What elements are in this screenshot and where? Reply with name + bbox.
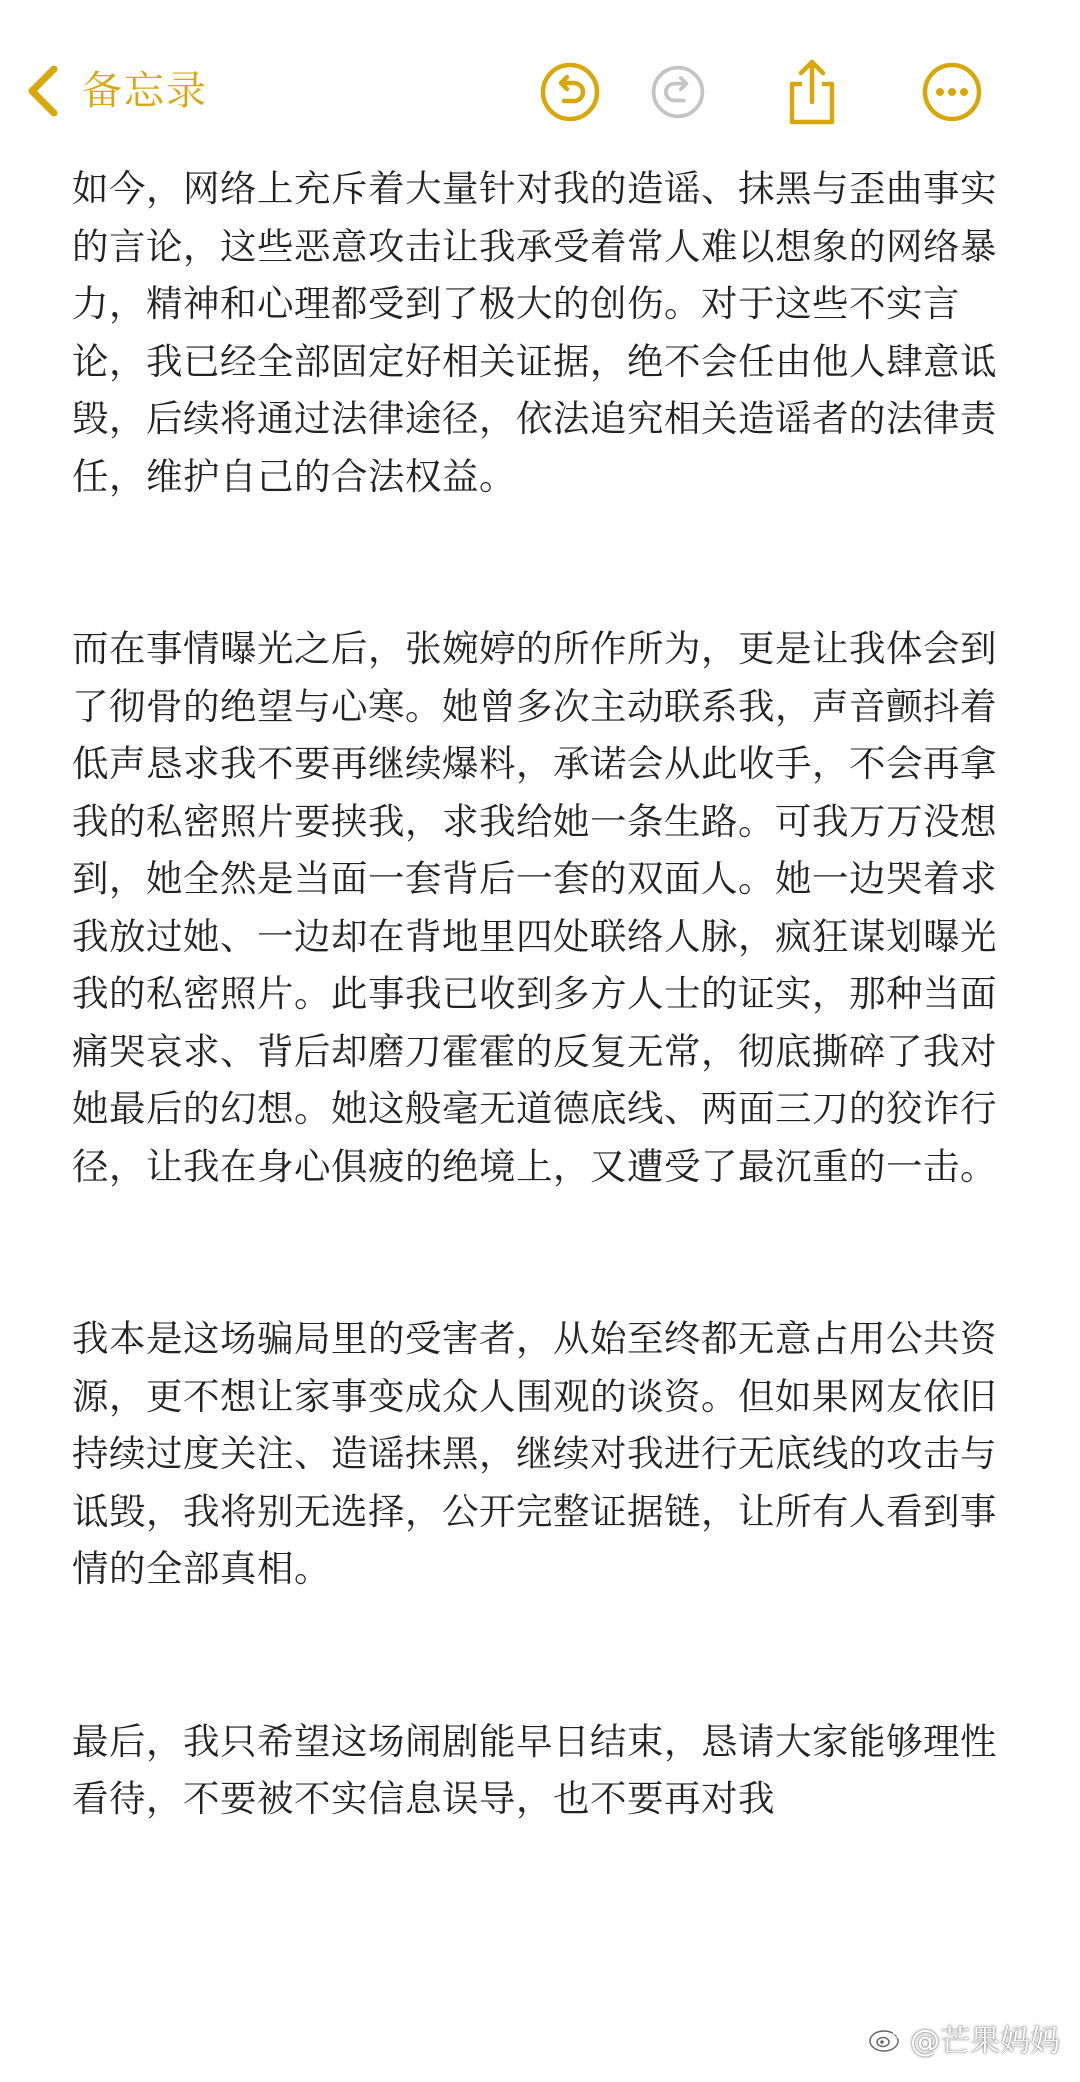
undo-icon: [538, 60, 602, 124]
chevron-left-icon: [24, 63, 64, 119]
note-body[interactable]: [72, 160, 1012, 1943]
note-paragraph-4: 最后，我只希望这场闹剧能早日结束，恳请大家能够理性看待，不要被不实信息误导，也不要再对我: [72, 1719, 997, 1820]
redo-icon: [648, 62, 708, 122]
note-paragraph-3: 我本是这场骗局里的受害者，从始至终都无意占用公共资源，更不想让家事变成众人围观的谈资。但如果网友依旧持续过度关注、造谣抹黑，继续对我进行无底线的攻击与诋毁，我将别无选择，公开完整证据链，让所有人看到事情的全部真相。: [72, 1317, 997, 1590]
undo-button[interactable]: [534, 56, 606, 128]
weibo-logo-icon: [868, 2023, 906, 2053]
share-button[interactable]: [776, 56, 848, 128]
redo-button[interactable]: [642, 56, 714, 128]
navigation-bar: [0, 0, 1080, 180]
watermark-text: @芒果妈妈: [910, 2024, 1060, 2059]
watermark: [868, 2016, 1060, 2060]
back-label: 备忘录: [82, 68, 208, 114]
more-icon: [920, 60, 984, 124]
note-paragraph-1: 如今，网络上充斥着大量针对我的造谣、抹黑与歪曲事实的言论，这些恶意攻击让我承受着常人难以想象的网络暴力，精神和心理都受到了极大的创伤。对于这些不实言论，我已经全部固定好相关证据，绝不会任由他人肆意诋毁，后续将通过法律途径，依法追究相关造谣者的法律责任，维护自己的合法权益。: [72, 167, 997, 498]
back-button[interactable]: [24, 58, 208, 124]
note-paragraph-2: 而在事情曝光之后，张婉婷的所作所为，更是让我体会到了彻骨的绝望与心寒。她曾多次主动联系我，声音颤抖着低声恳求我不要再继续爆料，承诺会从此收手，不会再拿我的私密照片要挟我，求我给她一条生路。可我万万没想到，她全然是当面一套背后一套的双面人。她一边哭着求我放过她、一边却在背地里四处联络人脉，疯狂谋划曝光我的私密照片。此事我已收到多方人士的证实，那种当面痛哭哀求、背后却磨刀霍霍的反复无常，彻底撕碎了我对她最后的幻想。她这般毫无道德底线、两面三刀的狡诈行径，让我在身心俱疲的绝境上，又遭受了最沉重的一击。: [72, 627, 997, 1188]
more-button[interactable]: [916, 56, 988, 128]
share-icon: [780, 56, 844, 128]
